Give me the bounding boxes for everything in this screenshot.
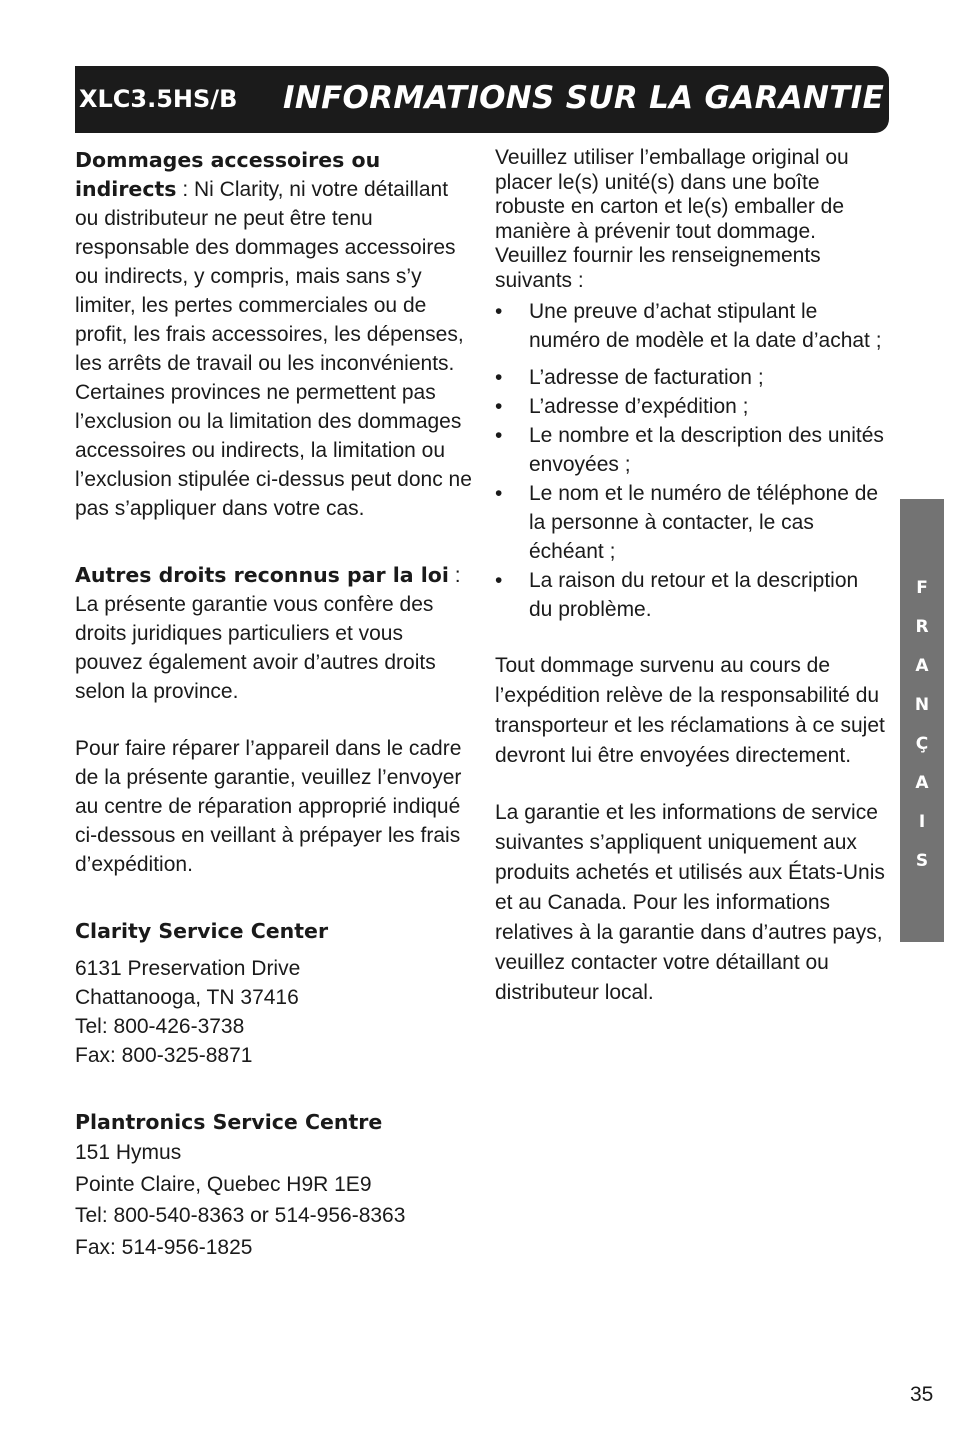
clarity-fax: Fax: 800-325-8871 [75,1044,253,1067]
info-list [495,297,885,624]
paragraph-other-rights [75,561,475,706]
clarity-center-address [75,954,475,1070]
tab-letter: A [915,656,929,676]
list-item: • Le nom et le numéro de téléphone de la personne à contacter, le cas échéant ; [495,479,885,566]
plantronics-fax: Fax: 514-956-1825 [75,1235,253,1259]
page-header [75,66,889,133]
list-item: • La raison du retour et la description du problème. [495,566,885,624]
language-tab [900,499,944,942]
tab-letter: F [916,578,928,598]
plantronics-city: Pointe Claire, Quebec H9R 1E9 [75,1172,372,1196]
clarity-center-name: Clarity Service Center [75,919,329,943]
tab-letter: R [915,617,929,637]
clarity-city: Chattanooga, TN 37416 [75,986,299,1009]
plantronics-tel: Tel: 800-540-8363 or 514-956-8363 [75,1204,406,1227]
plantronics-center-name: Plantronics Service Centre [75,1110,383,1134]
left-column [75,146,475,1263]
tab-letter: N [914,695,930,715]
page-number: 35 [910,1383,934,1406]
heading-indirect-damages: Dommages accessoires ou indirects [75,148,381,201]
list-item: • Le nombre et la description des unités envoyées ; [495,421,885,479]
paragraph-warranty-scope: La garantie et les informations de service suivantes s’appliquent uniquement aux produits achetés et utilisés aux États-Unis et au Canada. Pour les informations relatives à la garantie dans d’autres pays, veuillez contacter votre détaillant ou distributeur local. [495,801,885,1004]
tab-letter: A [915,773,929,793]
paragraph-indirect-damages [75,146,475,523]
tab-letter: S [915,851,929,871]
list-item: • L’adresse de facturation ; [495,363,885,392]
list-item: • Une preuve d’achat stipulant le numéro de modèle et la date d’achat ; [495,297,885,355]
tab-letter: Ç [915,734,929,754]
plantronics-street: 151 Hymus [75,1141,182,1164]
clarity-tel: Tel: 800-426-3738 [75,1015,245,1038]
paragraph-transport: Tout dommage survenu au cours de l’expédition relève de la responsabilité du transporteur et les réclamations à ce sujet devront lui être envoyées directement. [495,654,885,767]
text-indirect-damages: : Ni Clarity, ni votre détaillant ou distributeur ne peut être tenu responsable des dommages accessoires ou indirects, y compris, mais sans s’y limiter, les pertes commerciales ou de profit, les frais accessoires, les dépenses, les arrêts de travail ou les inconvénients. Certaines provinces ne permettent pas l’exclusion ou la limitation des dommages accessoires ou indirects, la limitation ou l’exclusion stipulée ci-dessus peut donc ne pas s’appliquer dans votre cas. [75,178,472,520]
heading-other-rights: Autres droits reconnus par la loi [75,563,449,587]
plantronics-center-address [75,1137,475,1263]
text-other-rights: : La présente garantie vous confère des droits juridiques particuliers et vous pouvez également avoir d’autres droits selon la province. [75,564,461,703]
model-number: XLC3.5HS/B [79,85,238,113]
tab-letter: I [918,812,926,832]
paragraph-repair: Pour faire réparer l’appareil dans le cadre de la présente garantie, veuillez l’envoyer au centre de réparation approprié indiqué ci-dessous en veillant à prépayer les frais d’expédition. [75,737,462,876]
paragraph-packaging: Veuillez utiliser l’emballage original ou placer le(s) unité(s) dans une boîte robuste en carton et le(s) emballer de manière à prévenir tout dommage. Veuillez fournir les renseignements suivants : [495,146,849,292]
right-column [495,146,885,1008]
list-item: • L’adresse d’expédition ; [495,392,885,421]
page-title: INFORMATIONS SUR LA GARANTIE [283,80,885,116]
clarity-street: 6131 Preservation Drive [75,957,301,980]
